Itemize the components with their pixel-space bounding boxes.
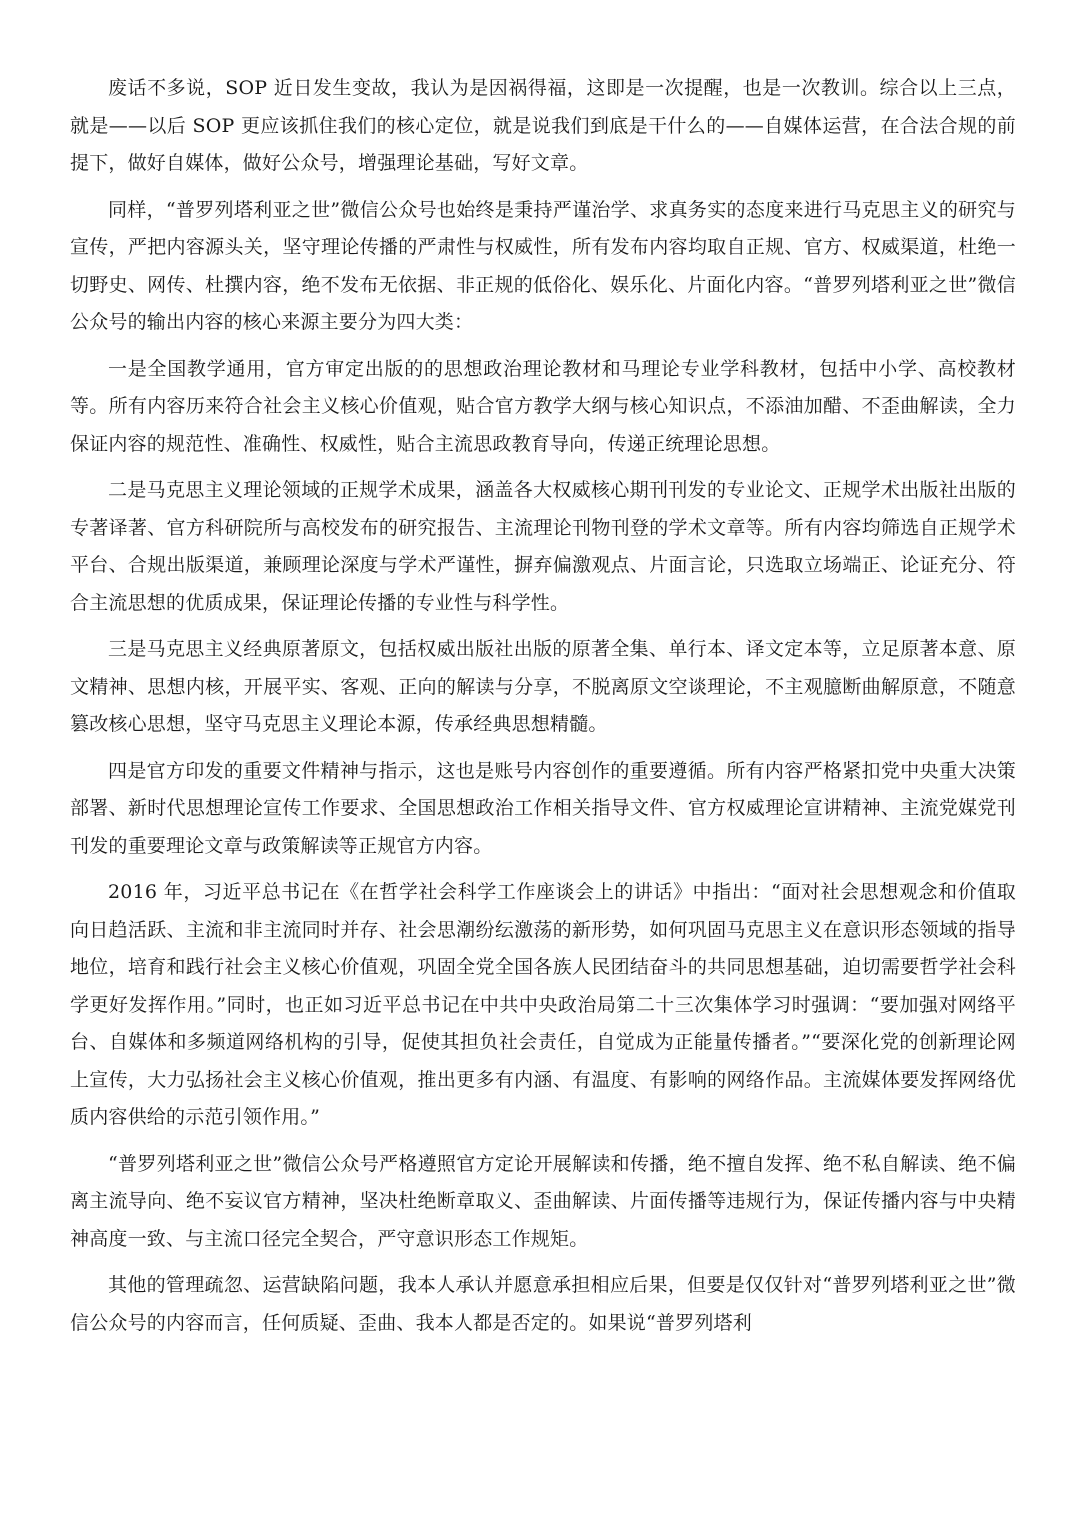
paragraph-source-two: 二是马克思主义理论领域的正规学术成果，涵盖各大权威核心期刊刊发的专业论文、正规学术出版社出版的专著译著、官方科研院所与高校发布的研究报告、主流理论刊物刊登的学术文章等。所有内容均筛选自正规学术平台、合规出版渠道，兼顾理论深度与学术严谨性，摒弃偏激观点、片面言论，只选取立场端正、论证充分、符合主流思想的优质成果，保证理论传播的专业性与科学性。 (70, 479, 1016, 614)
document-page (70, 70, 1016, 1351)
paragraph-source-three: 三是马克思主义经典原著原文，包括权威出版社出版的原著全集、单行本、译文定本等，立足原著本意、原文精神、思想内核，开展平实、客观、正向的解读与分享，不脱离原文空谈理论，不主观臆断曲解原意，不随意篡改核心思想，坚守马克思主义理论本源，传承经典思想精髓。 (70, 638, 1016, 735)
paragraph-source-one: 一是全国教学通用，官方审定出版的的思想政治理论教材和马理论专业学科教材，包括中小学、高校教材等。所有内容历来符合社会主义核心价值观，贴合官方教学大纲与核心知识点，不添油加醋、不歪曲解读，全力保证内容的规范性、准确性、权威性，贴合主流思政教育导向，传递正统理论思想。 (70, 357, 1016, 455)
paragraph-source-four: 四是官方印发的重要文件精神与指示，这也是账号内容创作的重要遵循。所有内容严格紧扣党中央重大决策部署、新时代思想理论宣传工作要求、全国思想政治工作相关指导文件、官方权威理论宣讲精神、主流党媒党刊刊发的重要理论文章与政策解读等正规官方内容。 (70, 759, 1016, 857)
paragraph-responsibility: 其他的管理疏忽、运营缺陷问题，我本人承认并愿意承担相应后果，但要是仅仅针对“普罗列塔利亚之世”微信公众号的内容而言，任何质疑、歪曲、我本人都是否定的。如果说“普罗列塔利 (70, 1274, 1016, 1334)
paragraph-content-sources: 同样，“普罗列塔利亚之世”微信公众号也始终是秉持严谨治学、求真务实的态度来进行马克思主义的研究与宣传，严把内容源头关，坚守理论传播的严肃性与权威性，所有发布内容均取自正规、官方、权威渠道，杜绝一切野史、网传、杜撰内容，绝不发布无依据、非正规的低俗化、娱乐化、片面化内容。“普罗列塔利亚之世”微信公众号的输出内容的核心来源主要分为四大类： (70, 198, 1016, 333)
paragraph-compliance: “普罗列塔利亚之世”微信公众号严格遵照官方定论开展解读和传播，绝不擅自发挥、绝不私自解读、绝不偏离主流导向、绝不妄议官方精神，坚决杜绝断章取义、歪曲解读、片面传播等违规行为，保证传播内容与中央精神高度一致、与主流口径完全契合，严守意识形态工作规矩。 (70, 1152, 1016, 1250)
paragraph-intro: 废话不多说，SOP 近日发生变故，我认为是因祸得福，这即是一次提醒，也是一次教训。综合以上三点，就是——以后 SOP 更应该抓住我们的核心定位，就是说我们到底是干什么的——自媒体运营，在合法合规的前提下，做好自媒体，做好公众号，增强理论基础，写好文章。 (70, 77, 1016, 174)
paragraph-quote-2016: 2016 年，习近平总书记在《在哲学社会科学工作座谈会上的讲话》中指出：“面对社会思想观念和价值取向日趋活跃、主流和非主流同时并存、社会思潮纷纭激荡的新形势，如何巩固马克思主义在意识形态领域的指导地位，培育和践行社会主义核心价值观，巩固全党全国各族人民团结奋斗的共同思想基础，迫切需要哲学社会科学更好发挥作用。”同时，也正如习近平总书记在中共中央政治局第二十三次集体学习时强调：“要加强对网络平台、自媒体和多频道网络机构的引导，促使其担负社会责任，自觉成为正能量传播者。”“要深化党的创新理论网上宣传，大力弘扬社会主义核心价值观，推出更多有内涵、有温度、有影响的网络作品。主流媒体要发挥网络优质内容供给的示范引领作用。” (70, 881, 1016, 1128)
